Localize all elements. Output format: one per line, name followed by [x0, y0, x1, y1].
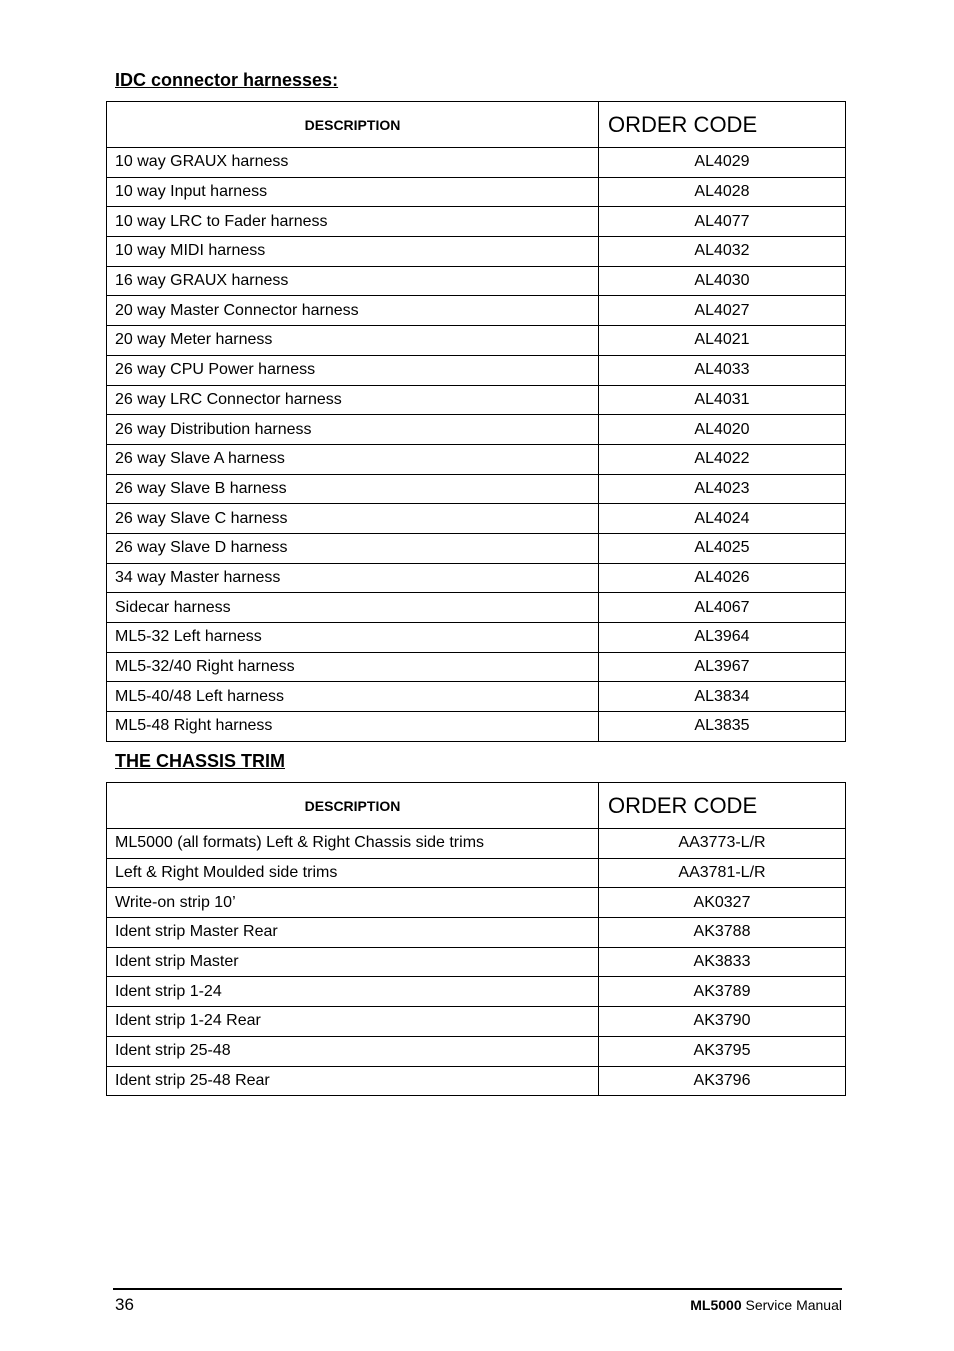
- part-description: ML5-32 Left harness: [107, 623, 599, 653]
- table-row: [107, 712, 846, 742]
- table-row: [107, 148, 846, 178]
- order-code: AA3773-L/R: [599, 829, 846, 859]
- order-code: AK3795: [599, 1036, 846, 1066]
- section-title-idc-harnesses: IDC connector harnesses:: [115, 70, 339, 90]
- chassis-trim-table-body: [107, 829, 846, 1096]
- order-code: AL4028: [599, 177, 846, 207]
- part-description: 34 way Master harness: [107, 563, 599, 593]
- order-code-column-header: ORDER CODE: [599, 783, 846, 829]
- order-code: AL4026: [599, 563, 846, 593]
- part-description: 26 way Slave C harness: [107, 504, 599, 534]
- part-description: 10 way LRC to Fader harness: [107, 207, 599, 237]
- order-code: AL4024: [599, 504, 846, 534]
- order-code: AL4022: [599, 444, 846, 474]
- table-row: [107, 533, 846, 563]
- footer-manual-title: [690, 1297, 842, 1313]
- table-row: [107, 652, 846, 682]
- order-code: AK0327: [599, 888, 846, 918]
- order-code: AK3796: [599, 1066, 846, 1096]
- order-code: AL4077: [599, 207, 846, 237]
- order-code: AK3789: [599, 977, 846, 1007]
- table-row: [107, 474, 846, 504]
- table-row: [107, 207, 846, 237]
- footer-manual-model: ML5000: [690, 1297, 742, 1313]
- page-number: 36: [115, 1295, 134, 1314]
- order-code: AL4027: [599, 296, 846, 326]
- part-description: Write-on strip 10’: [107, 888, 599, 918]
- table-row: [107, 326, 846, 356]
- part-description: 26 way Distribution harness: [107, 415, 599, 445]
- part-description: 10 way GRAUX harness: [107, 148, 599, 178]
- table-row: [107, 296, 846, 326]
- section-title-chassis-trim: THE CHASSIS TRIM: [115, 751, 286, 771]
- order-code: AL4033: [599, 355, 846, 385]
- part-description: Ident strip Master: [107, 947, 599, 977]
- table-row: [107, 623, 846, 653]
- part-description: ML5-48 Right harness: [107, 712, 599, 742]
- table-row: [107, 593, 846, 623]
- order-code: AL3967: [599, 652, 846, 682]
- part-description: Ident strip 25-48: [107, 1036, 599, 1066]
- part-description: 20 way Master Connector harness: [107, 296, 599, 326]
- order-code: AL4032: [599, 237, 846, 267]
- order-code: AK3790: [599, 1007, 846, 1037]
- order-code: AL4030: [599, 266, 846, 296]
- table-row: [107, 177, 846, 207]
- part-description: ML5-32/40 Right harness: [107, 652, 599, 682]
- order-code-column-header: ORDER CODE: [599, 102, 846, 148]
- footer-divider: [113, 1288, 842, 1290]
- order-code: AL4021: [599, 326, 846, 356]
- part-description: 26 way LRC Connector harness: [107, 385, 599, 415]
- footer-manual-suffix: Service Manual: [741, 1297, 842, 1313]
- table-header-row: [107, 102, 846, 148]
- order-code: AK3788: [599, 918, 846, 948]
- order-code: AL3834: [599, 682, 846, 712]
- table-row: [107, 1036, 846, 1066]
- idc-harness-table-body: [107, 148, 846, 742]
- part-description: ML5000 (all formats) Left & Right Chassis side trims: [107, 829, 599, 859]
- table-row: [107, 504, 846, 534]
- part-description: Ident strip 1-24 Rear: [107, 1007, 599, 1037]
- table-row: [107, 237, 846, 267]
- part-description: 20 way Meter harness: [107, 326, 599, 356]
- part-description: 16 way GRAUX harness: [107, 266, 599, 296]
- order-code: AL3964: [599, 623, 846, 653]
- table-row: [107, 444, 846, 474]
- idc-harness-table: [106, 101, 846, 742]
- table-row: [107, 563, 846, 593]
- order-code: AL4067: [599, 593, 846, 623]
- table-header-row: [107, 783, 846, 829]
- table-row: [107, 355, 846, 385]
- table-row: [107, 947, 846, 977]
- part-description: 26 way Slave D harness: [107, 533, 599, 563]
- table-row: [107, 415, 846, 445]
- table-row: [107, 829, 846, 859]
- part-description: 26 way Slave A harness: [107, 444, 599, 474]
- order-code: AK3833: [599, 947, 846, 977]
- part-description: Ident strip 1-24: [107, 977, 599, 1007]
- description-column-header: DESCRIPTION: [107, 783, 599, 829]
- table-row: [107, 266, 846, 296]
- table-row: [107, 1007, 846, 1037]
- table-row: [107, 682, 846, 712]
- table-row: [107, 977, 846, 1007]
- order-code: AL4023: [599, 474, 846, 504]
- table-row: [107, 385, 846, 415]
- table-row: [107, 858, 846, 888]
- chassis-trim-table: [106, 782, 846, 1096]
- order-code: AL4031: [599, 385, 846, 415]
- part-description: ML5-40/48 Left harness: [107, 682, 599, 712]
- description-column-header: DESCRIPTION: [107, 102, 599, 148]
- order-code: AA3781-L/R: [599, 858, 846, 888]
- table-row: [107, 1066, 846, 1096]
- part-description: 26 way Slave B harness: [107, 474, 599, 504]
- part-description: Ident strip Master Rear: [107, 918, 599, 948]
- part-description: Left & Right Moulded side trims: [107, 858, 599, 888]
- table-row: [107, 888, 846, 918]
- order-code: AL3835: [599, 712, 846, 742]
- order-code: AL4029: [599, 148, 846, 178]
- part-description: 10 way Input harness: [107, 177, 599, 207]
- part-description: Sidecar harness: [107, 593, 599, 623]
- order-code: AL4020: [599, 415, 846, 445]
- part-description: 26 way CPU Power harness: [107, 355, 599, 385]
- table-row: [107, 918, 846, 948]
- part-description: Ident strip 25-48 Rear: [107, 1066, 599, 1096]
- order-code: AL4025: [599, 533, 846, 563]
- part-description: 10 way MIDI harness: [107, 237, 599, 267]
